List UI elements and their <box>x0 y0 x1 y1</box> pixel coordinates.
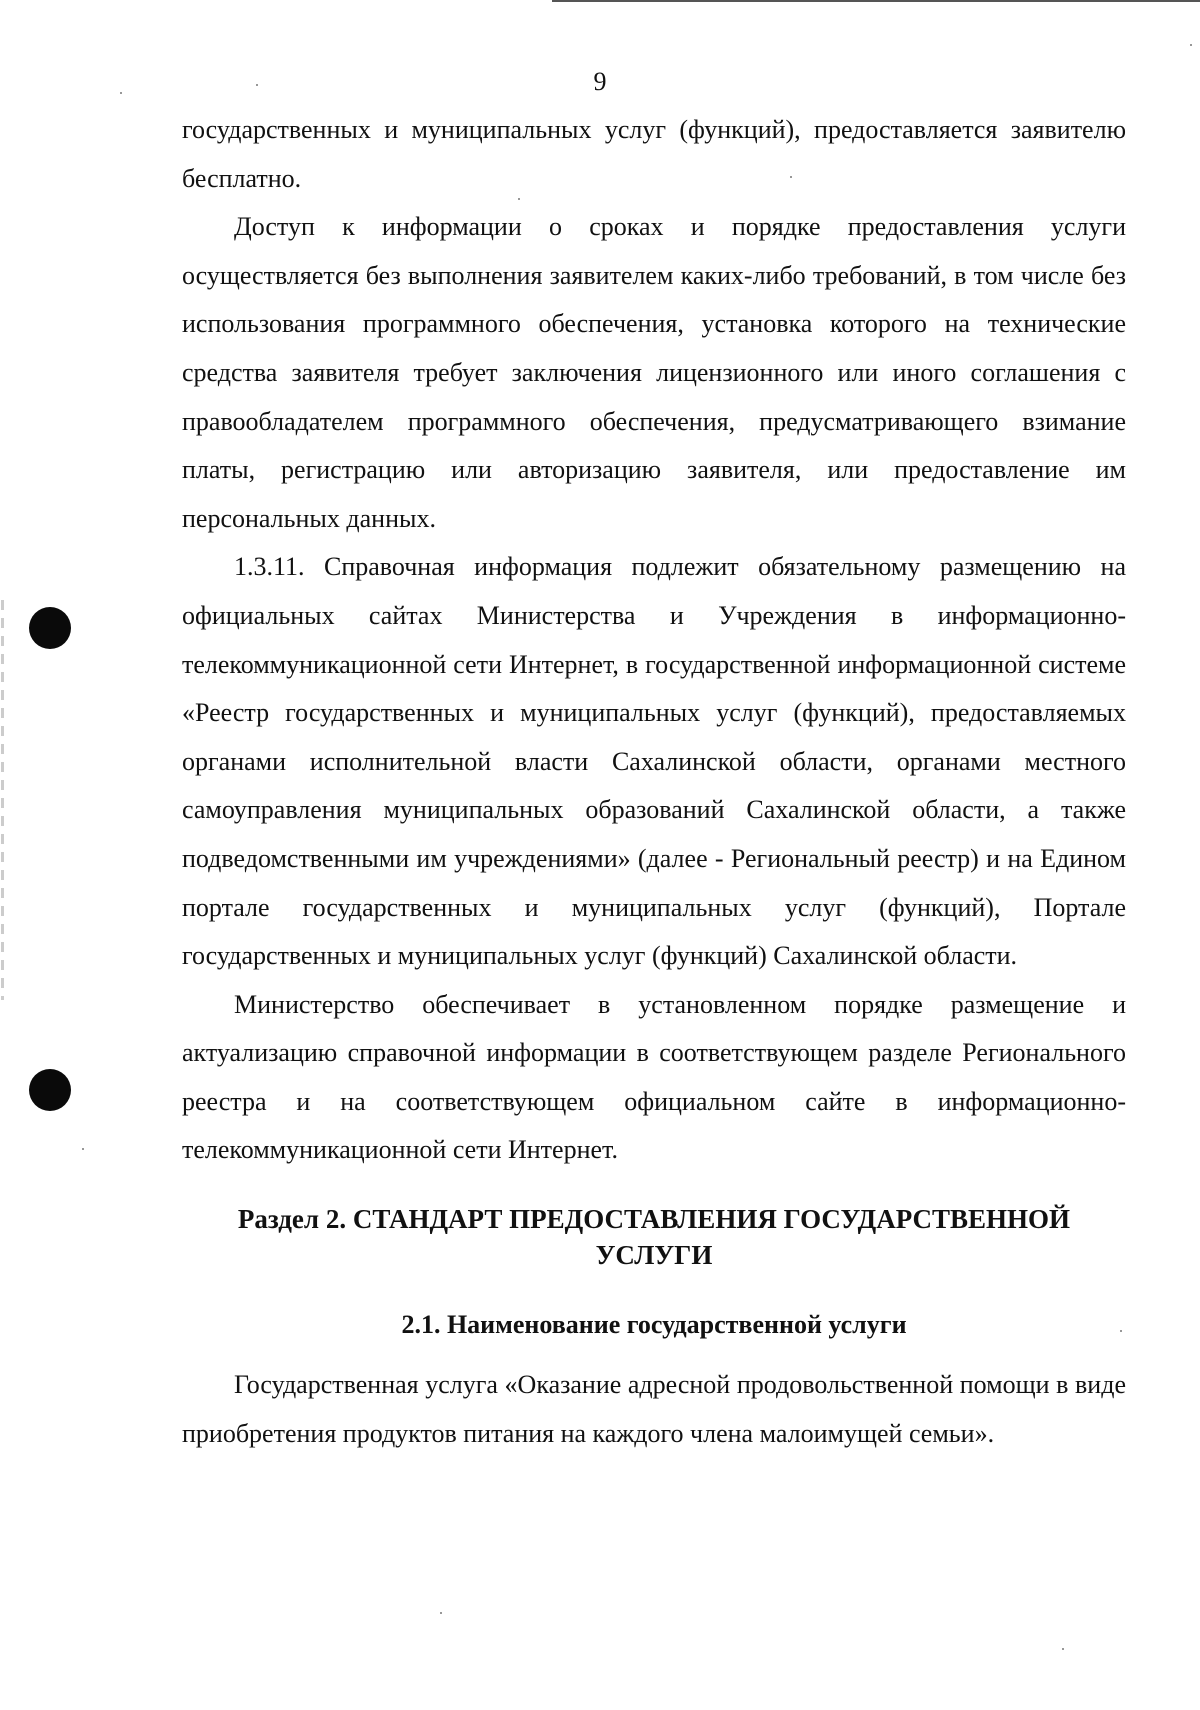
paragraph-ministry: Министерство обеспечивает в установленном порядке размещение и актуализацию справочной информации в соответствующем разделе Регионального реестра и на соответствующем официальном сайте в информационно-телекоммуникационной сети Интернет. <box>182 989 1126 1165</box>
paragraph-continuation: государственных и муниципальных услуг (функций), предоставляется заявителю бесплатно. <box>182 115 1126 193</box>
document-body <box>182 106 1126 1458</box>
scan-speck <box>1062 1648 1064 1650</box>
paragraph-access-info: Доступ к информации о сроках и порядке предоставления услуги осуществляется без выполнения заявителем каких-либо требований, в том числе без использования программного обеспечения, установка которого на технические средства заявителя требует заключения лицензионного или иного соглашения с правообладателем программного обеспечения, предусматривающего взимание платы, регистрацию или авторизацию заявителя, или предоставление им персональных данных. <box>182 212 1126 533</box>
subsection-heading: 2.1. Наименование государственной услуги <box>401 1310 907 1340</box>
scan-top-edge <box>552 0 1200 2</box>
scan-speck <box>440 1612 442 1614</box>
paragraph-service-name: Государственная услуга «Оказание адресной продовольственной помощи в виде приобретения продуктов питания на каждого члена малоимущей семьи». <box>182 1370 1126 1448</box>
section-heading: Раздел 2. СТАНДАРТ ПРЕДОСТАВЛЕНИЯ ГОСУДАРСТВЕННОЙ УСЛУГИ <box>237 1204 1071 1271</box>
scan-speck <box>1190 44 1192 46</box>
hole-punch-mark <box>29 607 71 649</box>
scan-binding-edge <box>1 600 4 1000</box>
scan-speck <box>82 1148 84 1150</box>
page-number: 9 <box>593 67 607 96</box>
paragraph-1-3-11: 1.3.11. Справочная информация подлежит обязательному размещению на официальных сайтах Министерства и Учреждения в информационно-телекоммуникационной сети Интернет, в государственной информационной системе «Реестр государственных и муниципальных услуг (функций), предоставляемых органами исполнительной власти Сахалинской области, органами местного самоуправления муниципальных образований Сахалинской области, а также подведомственными им учреждениями» (далее - Региональный реестр) и на Едином портале государственных и муниципальных услуг (функций), Портале государственных и муниципальных услуг (функций) Сахалинской области. <box>182 552 1126 971</box>
hole-punch-mark <box>29 1069 71 1111</box>
